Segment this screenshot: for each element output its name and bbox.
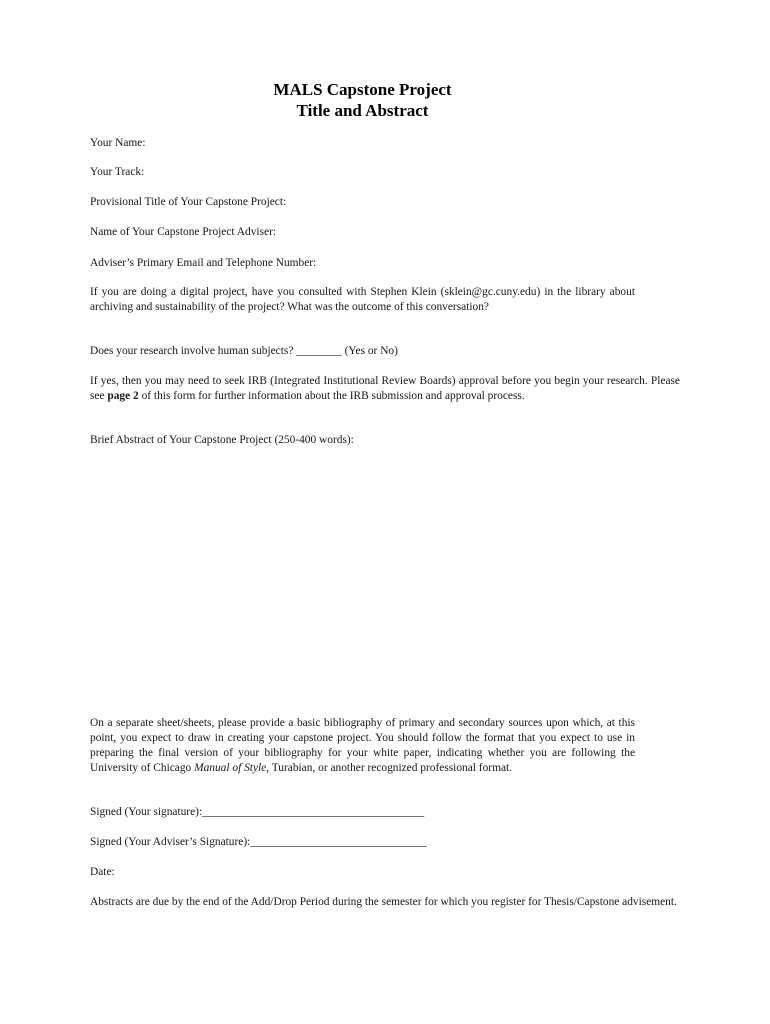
bibliography-text-end: , Turabian, or another recognized professional format. (266, 762, 513, 774)
field-provisional-title: Provisional Title of Your Capstone Project: (90, 196, 287, 208)
field-your-name: Your Name: (90, 137, 146, 149)
field-adviser-name: Name of Your Capstone Project Adviser: (90, 226, 277, 238)
irb-paragraph (90, 374, 680, 404)
document-title: MALS Capstone Project (273, 80, 452, 99)
field-your-track: Your Track: (90, 166, 145, 178)
date-field: Date: (90, 866, 115, 878)
digital-project-question: If you are doing a digital project, have you consulted with Stephen Klein (sklein@gc.cuny.edu) in the library about archiving and sustainability of the project? What was the outcome of this conversation? (90, 286, 635, 313)
bibliography-manual-of-style: Manual of Style (194, 762, 267, 774)
abstract-blank-area (90, 455, 635, 705)
abstract-label: Brief Abstract of Your Capstone Project (250-400 words): (90, 434, 354, 446)
irb-page-reference: page 2 (107, 390, 139, 402)
student-signature-line: Signed (Your signature):_______________________________________ (90, 806, 425, 818)
field-adviser-contact: Adviser’s Primary Email and Telephone Number: (90, 257, 317, 269)
document-subtitle: Title and Abstract (296, 101, 429, 120)
human-subjects-question: Does your research involve human subjects? ________ (Yes or No) (90, 345, 398, 357)
irb-text-start: If yes, then you may need to seek IRB (Integrated Institutional Review Boards) approval before you begin your research. Please see (90, 375, 680, 402)
bibliography-text-start: On a separate sheet/sheets, please provide a basic bibliography of primary and secondary sources upon which, at this point, you expect to draw in creating your capstone project. You should follow the format that you expect to use in preparing the final version of your bibliography for your white paper, indicating whether you are following the University of Chicago (90, 717, 635, 774)
deadline-note: Abstracts are due by the end of the Add/Drop Period during the semester for which you register for Thesis/Capstone advisement. (90, 896, 677, 908)
irb-text-end: of this form for further information about the IRB submission and approval process. (138, 390, 525, 402)
adviser-signature-line: Signed (Your Adviser’s Signature):_______________________________ (90, 836, 427, 848)
bibliography-paragraph (90, 716, 635, 776)
